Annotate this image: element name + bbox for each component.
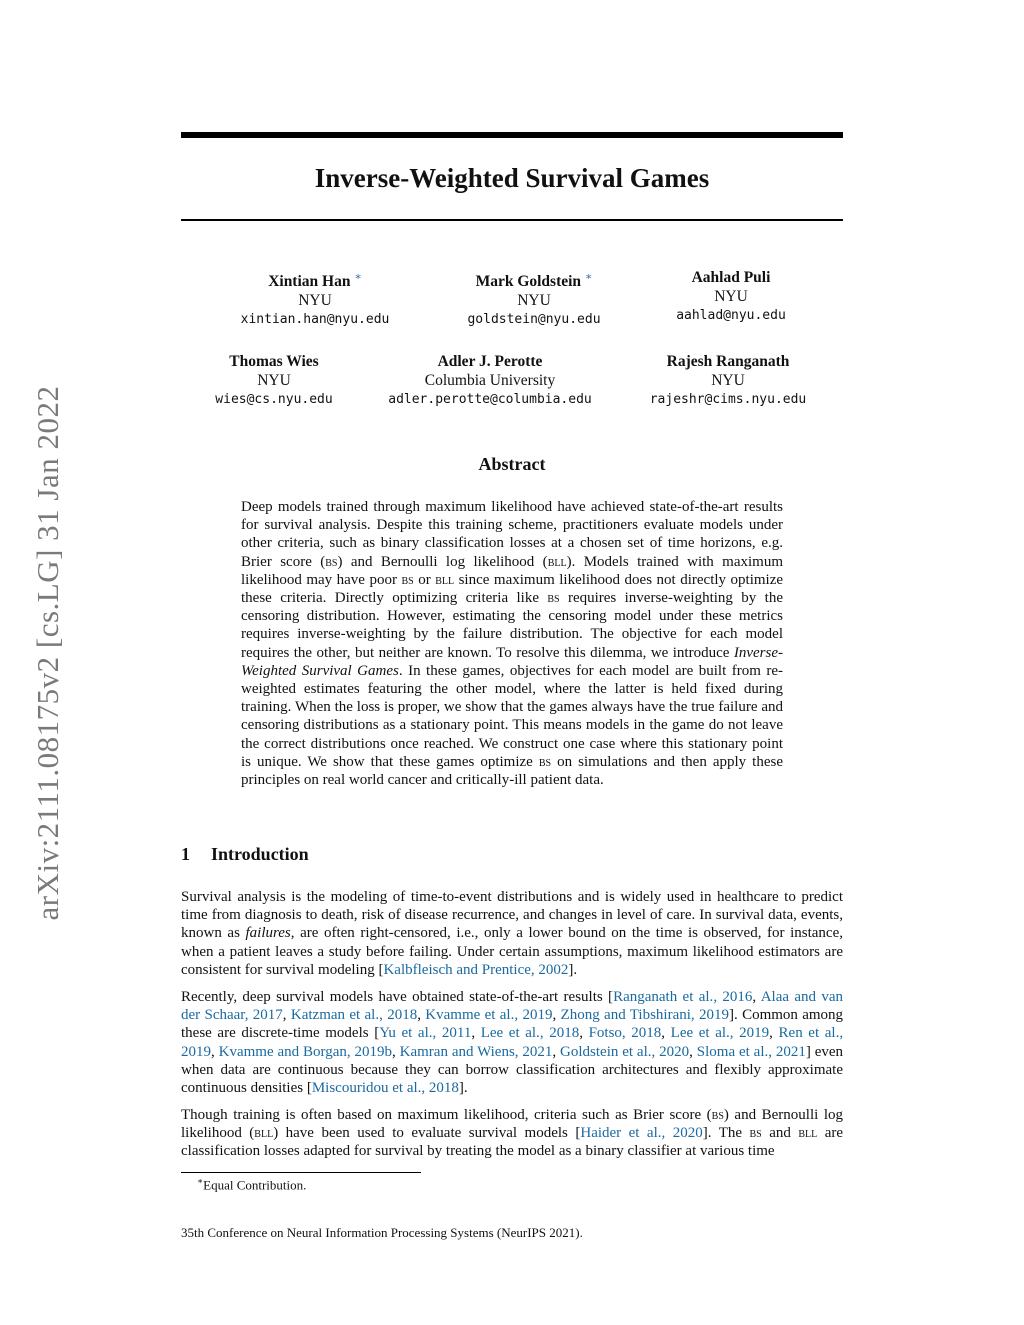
footnote-mark: ∗ bbox=[197, 1176, 204, 1186]
author-affiliation: NYU bbox=[714, 288, 748, 305]
author-block-1 bbox=[195, 268, 435, 329]
author-name: Mark Goldstein ∗ bbox=[475, 271, 593, 291]
title-bottom-rule bbox=[181, 219, 843, 221]
citation-link[interactable]: Kalbfleisch and Prentice, 2002 bbox=[383, 961, 569, 978]
citation-link[interactable]: Miscouridou et al., 2018 bbox=[311, 1080, 459, 1097]
footnote bbox=[197, 1176, 306, 1193]
author-affiliation: NYU bbox=[711, 372, 745, 389]
author-email: aahlad@nyu.edu bbox=[676, 308, 786, 323]
footnote-rule bbox=[181, 1172, 421, 1173]
citation-link[interactable]: Katzman et al., 2018 bbox=[290, 1007, 418, 1024]
author-affiliation: NYU bbox=[298, 292, 332, 310]
arxiv-id-text: arXiv:2111.08175v2 [cs.LG] 31 Jan 2022 bbox=[30, 385, 65, 921]
citation-link[interactable]: Alaa and van der Schaar, 2017 bbox=[181, 989, 844, 1024]
citation-link[interactable]: Kamran and Wiens, 2021 bbox=[399, 1043, 553, 1060]
section-heading-introduction bbox=[181, 844, 309, 865]
intro-paragraph-1: Survival analysis is the modeling of time-to-event distributions and is widely used in healthcare to predict time from diagnosis to death, risk of disease recurrence, and changes in level of care. In survival data, events, known as failures, are often right-censored, i.e., only a lower bound on the time is observed, for instance, when a patient leaves a study before failing. Under certain assumptions, maximum likelihood estimators are consistent for survival modeling [Kalbfleisch and Prentice, 2002]. bbox=[181, 889, 843, 978]
author-name: Xintian Han ∗ bbox=[268, 271, 362, 291]
citation-link[interactable]: Haider et al., 2020 bbox=[580, 1125, 703, 1142]
author-email: rajeshr@cims.nyu.edu bbox=[649, 392, 807, 407]
author-affiliation: Columbia University bbox=[424, 372, 556, 389]
paper-title: Inverse-Weighted Survival Games bbox=[314, 163, 710, 193]
citation-link[interactable]: Yu et al., 2011 bbox=[379, 1025, 472, 1042]
intro-paragraph-3: Though training is often based on maximum likelihood, criteria such as Brier score (bs) and Bernoulli log likelihood (bll) have been used to evaluate survival models [Haider et al., 2020]. The bs and bll are classification losses adapted for survival by treating the model as a binary classifier at various time bbox=[181, 1107, 844, 1160]
author-block-3 bbox=[611, 268, 851, 325]
author-email: xintian.han@nyu.edu bbox=[240, 312, 390, 328]
citation-link[interactable]: Lee et al., 2018 bbox=[480, 1025, 580, 1042]
citation-link[interactable]: Fotso, 2018 bbox=[588, 1025, 662, 1042]
abstract-text: Deep models trained through maximum likelihood have achieved state-of-the-art results for survival analysis. Despite this training scheme, practitioners evaluate models under other criteria, such as binary classification losses at a chosen set of time horizons, e.g. Brier score (bs) and Bernoulli log likelihood (bll). Models trained with maximum likelihood may have poor bs or bll since maximum likelihood does not directly optimize these criteria. Directly optimizing criteria like bs requires inverse-weighting by the censoring distribution. However, estimating the censoring model under these metrics requires inverse-weighting by the failure distribution. The objective for each model requires the other, but neither are known. To resolve this dilemma, we introduce Inverse-Weighted Survival Games. In these games, objectives for each model are built from re-weighted estimates featuring the other model, where the latter is held fixed during training. When the loss is proper, we show that the games always have the true failure and censoring distributions as a stationary point. This means models in the game do not leave the correct distributions once reached. We construct one case where this stationary point is unique. We show that these games optimize bs on simulations and then apply these principles on real world cancer and critically-ill patient data. bbox=[241, 499, 784, 789]
section-number: 1 bbox=[181, 844, 190, 864]
citation-link[interactable]: Sloma et al., 2021 bbox=[696, 1043, 806, 1060]
intro-paragraph-2: Recently, deep survival models have obtained state-of-the-art results [Ranganath et al., 2016, Alaa and van der Schaar, 2017, Katzman et al., 2018, Kvamme et al., 2019, Zhong and Tibshirani, 2019]. Common among these are discrete-time models [Yu et al., 2011, Lee et al., 2018, Fotso, 2018, Lee et al., 2019, Ren et al., 2019, Kvamme and Borgan, 2019b, Kamran and Wiens, 2021, Goldstein et al., 2020, Sloma et al., 2021] even when data are continuous because they can borrow classification architectures and flexibly approximate continuous densities [Miscouridou et al., 2018]. bbox=[181, 989, 844, 1097]
citation-link[interactable]: Goldstein et al., 2020 bbox=[560, 1043, 690, 1060]
arxiv-identifier bbox=[28, 362, 68, 944]
author-email: goldstein@nyu.edu bbox=[467, 312, 601, 328]
author-email: adler.perotte@columbia.edu bbox=[388, 392, 592, 407]
citation-link[interactable]: Kvamme and Borgan, 2019b bbox=[218, 1043, 393, 1060]
equal-contribution-mark[interactable]: ∗ bbox=[354, 271, 362, 283]
citation-link[interactable]: Lee et al., 2019 bbox=[670, 1025, 770, 1042]
author-name: Aahlad Puli bbox=[691, 269, 771, 286]
title-top-rule bbox=[181, 132, 843, 138]
citation-link[interactable]: Ren et al., 2019 bbox=[181, 1025, 844, 1060]
author-name: Adler J. Perotte bbox=[437, 353, 543, 370]
footnote-text: Equal Contribution. bbox=[203, 1177, 307, 1193]
citation-link[interactable]: Zhong and Tibshirani, 2019 bbox=[560, 1007, 729, 1024]
author-email: wies@cs.nyu.edu bbox=[215, 392, 333, 407]
author-affiliation: NYU bbox=[517, 292, 551, 310]
section-title: Introduction bbox=[211, 844, 309, 864]
citation-link[interactable]: Kvamme et al., 2019 bbox=[425, 1007, 553, 1024]
author-block-5 bbox=[340, 352, 640, 409]
author-name: Thomas Wies bbox=[229, 353, 319, 370]
conference-note: 35th Conference on Neural Information Processing Systems (NeurIPS 2021). bbox=[181, 1225, 583, 1240]
equal-contribution-mark[interactable]: ∗ bbox=[584, 271, 593, 283]
author-block-6 bbox=[598, 352, 858, 409]
author-name: Rajesh Ranganath bbox=[666, 353, 790, 370]
abstract-heading: Abstract bbox=[478, 454, 546, 474]
author-affiliation: NYU bbox=[257, 372, 291, 389]
citation-link[interactable]: Ranganath et al., 2016 bbox=[613, 989, 753, 1005]
